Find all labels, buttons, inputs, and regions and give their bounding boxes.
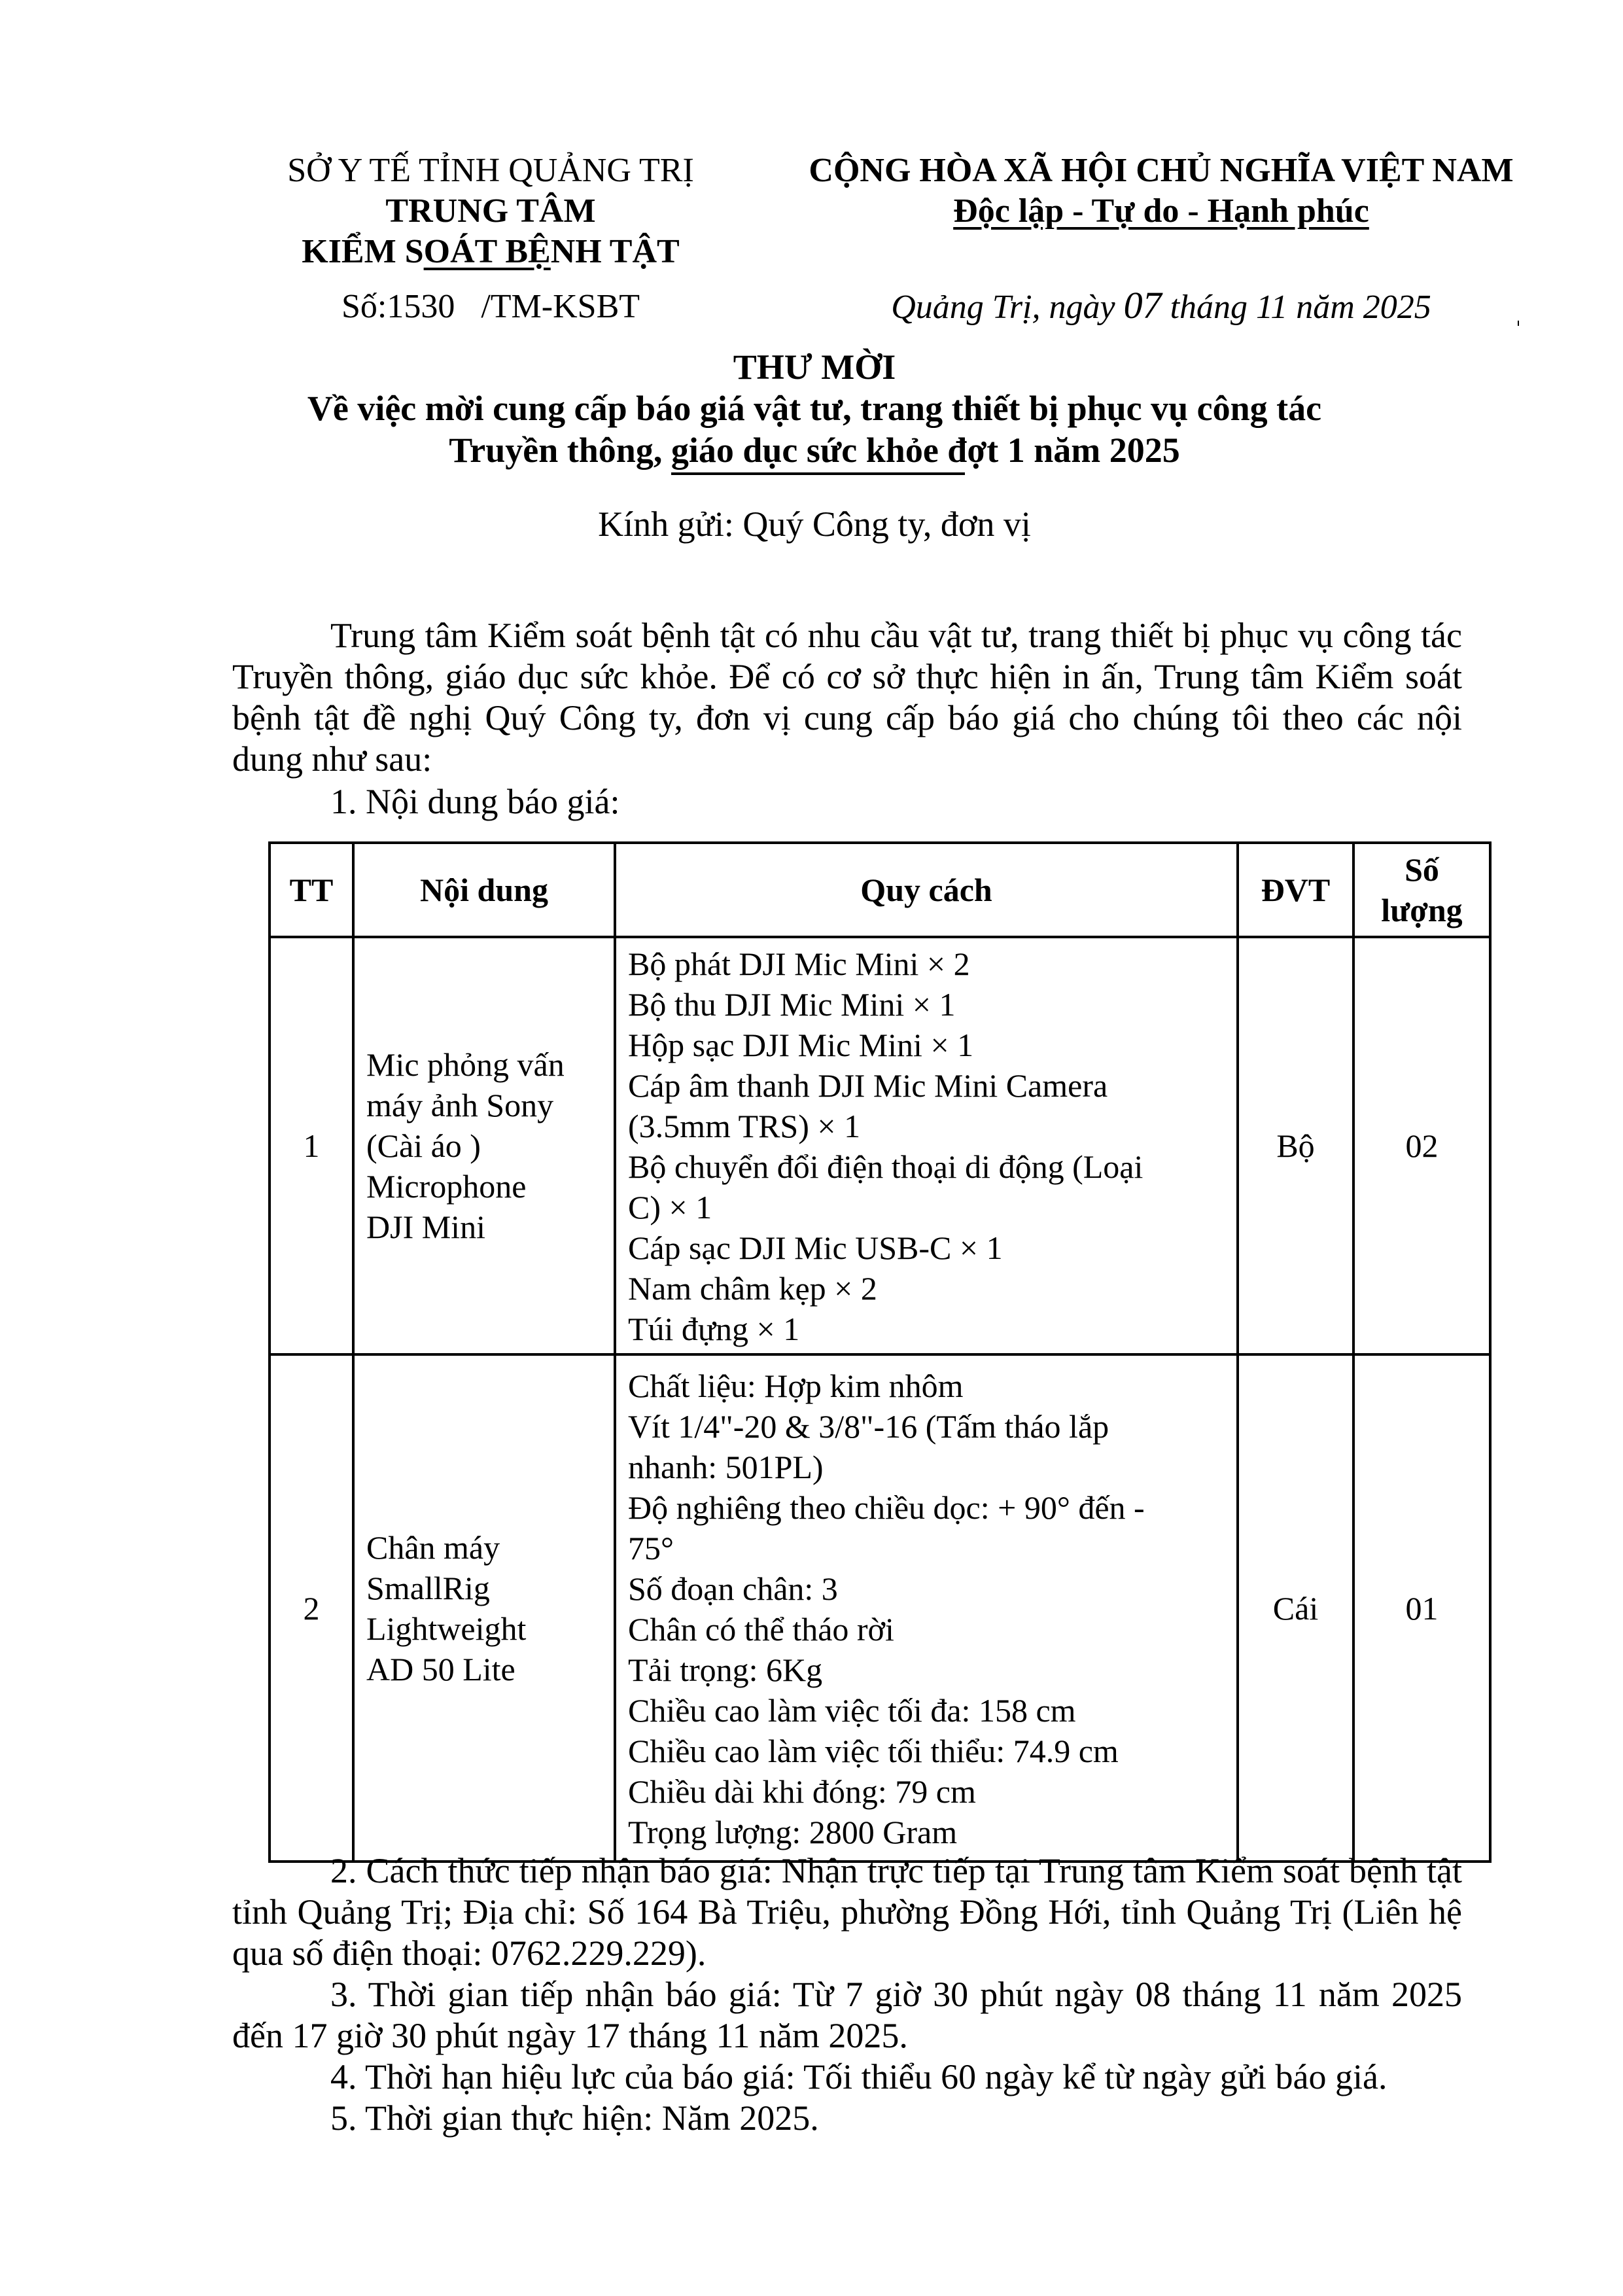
item-qty: 02: [1353, 937, 1490, 1354]
quote-items-table: [268, 841, 1492, 1863]
agency-parent: SỞ Y TẾ TỈNH QUẢNG TRỊ: [287, 152, 694, 189]
col-header-qty: Số lượng: [1353, 843, 1490, 937]
col-header-unit: ĐVT: [1238, 843, 1353, 937]
salutation: Kính gửi: Quý Công ty, đơn vị: [598, 504, 1031, 544]
col-header-spec: Quy cách: [615, 843, 1238, 937]
section-1-heading: 1. Nội dung báo giá:: [330, 782, 620, 821]
item-spec: Bộ phát DJI Mic Mini × 2 Bộ thu DJI Mic Mini × 1 Hộp sạc DJI Mic Mini × 1 Cáp âm thanh DJI Mic Mini Camera (3.5mm TRS) × 1 Bộ chuyển đổi điện thoại di động (Loại C) × 1 Cáp sạc DJI Mic USB-C × 1 Nam châm kẹp × 2 Túi đựng × 1: [615, 937, 1238, 1354]
issuing-agency-block: [196, 150, 785, 327]
item-spec: Chất liệu: Hợp kim nhôm Vít 1/4"-20 & 3/8"-16 (Tấm tháo lắp nhanh: 501PL) Độ nghiêng theo chiều dọc: + 90° đến - 75° Số đoạn chân: 3 Chân có thể tháo rời Tải trọng: 6Kg Chiều cao làm việc tối đa: 158 cm Chiều cao làm việc tối thiểu: 74.9 cm Chiều dài khi đóng: 79 cm Trọng lượng: 2800 Gram: [615, 1354, 1238, 1862]
stray-mark: [1518, 321, 1519, 326]
item-name: Chân máy SmallRig Lightweight AD 50 Lite: [353, 1354, 615, 1862]
item-unit: Bộ: [1238, 937, 1353, 1354]
table-row: [270, 937, 1490, 1354]
row-number: 1: [270, 937, 353, 1354]
item-name: Mic phỏng vấn máy ảnh Sony (Cài áo ) Microphone DJI Mini: [353, 937, 615, 1354]
term-4-validity: 4. Thời hạn hiệu lực của báo giá: Tối thiểu 60 ngày kể từ ngày gửi báo giá.: [330, 2057, 1387, 2096]
term-5-execution-time: 5. Thời gian thực hiện: Năm 2025.: [330, 2098, 819, 2138]
document-number: Số:1530 /TM-KSBT: [341, 288, 640, 325]
item-qty: 01: [1353, 1354, 1490, 1862]
term-2-receiving-method: 2. Cách thức tiếp nhận báo giá: Nhận trực tiếp tại Trung tâm Kiểm soát bệnh tật tỉnh Quảng Trị; Địa chỉ: Số 164 Bà Triệu, phường Đồng Hới, tỉnh Quảng Trị (Liên hệ qua số điện thoại: 0762.229.229).: [232, 1851, 1462, 1973]
letter-title: THƯ MỜI: [733, 347, 896, 387]
agency-name-line2: KIỂM SOÁT BỆNH TẬT: [302, 233, 680, 270]
document-date: Quảng Trị, ngày 07 tháng 11 năm 2025: [891, 284, 1431, 327]
agency-underline: OÁT BỆ: [423, 233, 551, 270]
item-unit: Cái: [1238, 1354, 1353, 1862]
table-header-row: [270, 843, 1490, 937]
table-row: [270, 1354, 1490, 1862]
letter-subject-line1: Về việc mời cung cấp báo giá vật tư, trang thiết bị phục vụ công tác: [307, 389, 1322, 428]
national-motto: Độc lập - Tự do - Hạnh phúc: [953, 192, 1369, 230]
letter-title-block: [196, 347, 1433, 544]
term-3-receiving-time: 3. Thời gian tiếp nhận báo giá: Từ 7 giờ 30 phút ngày 08 tháng 11 năm 2025 đến 17 giờ 30 phút ngày 17 tháng 11 năm 2025.: [232, 1975, 1462, 2055]
agency-name-line1: TRUNG TÂM: [385, 192, 596, 230]
national-title: CỘNG HÒA XÃ HỘI CHỦ NGHĨA VIỆT NAM: [809, 152, 1514, 189]
intro-paragraph: Trung tâm Kiểm soát bệnh tật có nhu cầu vật tư, trang thiết bị phục vụ công tác Truyền thông, giáo dục sức khỏe. Để có cơ sở thực hiện in ấn, Trung tâm Kiểm soát bệnh tật đề nghị Quý Công ty, đơn vị cung cấp báo giá cho chúng tôi theo các nội dung như sau:: [232, 616, 1462, 779]
row-number: 2: [270, 1354, 353, 1862]
col-header-content: Nội dung: [353, 843, 615, 937]
col-header-tt: TT: [270, 843, 353, 937]
terms-section: [232, 1850, 1462, 2139]
letter-subject-line2: Truyền thông, giáo dục sức khỏe đợt 1 năm 2025: [449, 431, 1180, 470]
national-header-block: [752, 150, 1570, 328]
